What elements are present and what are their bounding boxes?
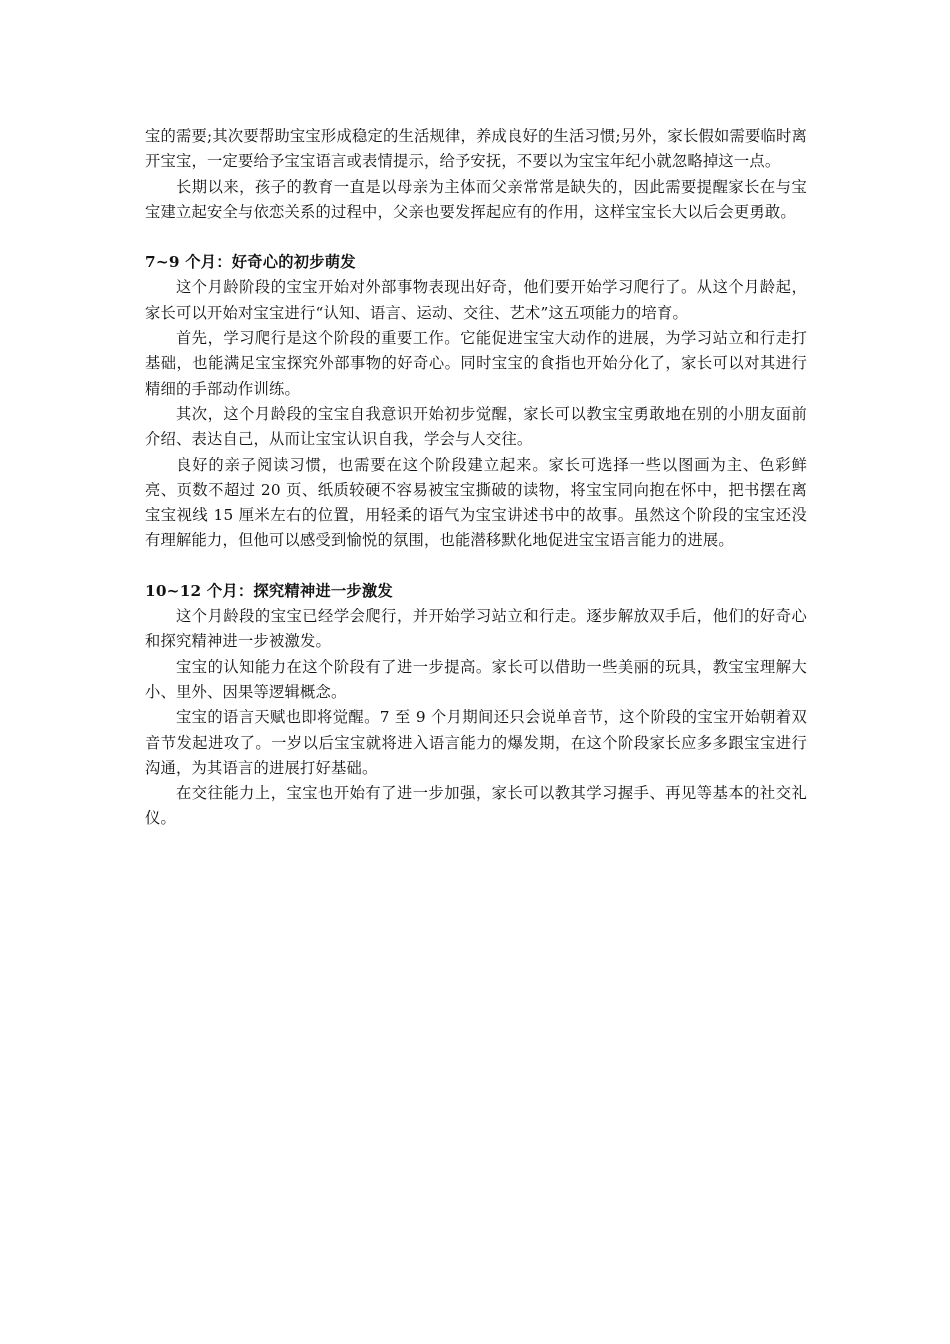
section1-paragraph-2: 首先，学习爬行是这个阶段的重要工作。它能促进宝宝大动作的进展，为学习站立和行走打基础，也能满足宝宝探究外部事物的好奇心。同时宝宝的食指也开始分化了，家长可以对其进行精细的手部动作训练。 xyxy=(145,329,807,398)
intro-paragraph-2: 长期以来，孩子的教育一直是以母亲为主体而父亲常常是缺失的，因此需要提醒家长在与宝宝建立起安全与依恋关系的过程中，父亲也要发挥起应有的作用，这样宝宝长大以后会更勇敢。 xyxy=(145,177,807,221)
document-page xyxy=(145,124,807,832)
section1-paragraph-4: 良好的亲子阅读习惯，也需要在这个阶段建立起来。家长可选择一些以图画为主、色彩鲜亮、页数不超过 20 页、纸质较硬不容易被宝宝撕破的读物，将宝宝同向抱在怀中，把书摆在离宝宝视线 15 厘米左右的位置，用轻柔的语气为宝宝讲述书中的故事。虽然这个阶段的宝宝还没有理解能力，但他可以感受到愉悦的氛围，也能潜移默化地促进宝宝语言能力的进展。 xyxy=(145,455,807,550)
section-spacer xyxy=(145,225,807,250)
section1-paragraph-3: 其次，这个月龄段的宝宝自我意识开始初步觉醒，家长可以教宝宝勇敢地在别的小朋友面前介绍、表达自己，从而让宝宝认识自我，学会与人交往。 xyxy=(145,404,807,449)
section2-paragraph-2: 宝宝的认知能力在这个阶段有了进一步提高。家长可以借助一些美丽的玩具，教宝宝理解大小、里外、因果等逻辑概念。 xyxy=(145,657,807,701)
section2-paragraph-1: 这个月龄段的宝宝已经学会爬行，并开始学习站立和行走。逐步解放双手后，他们的好奇心和探究精神进一步被激发。 xyxy=(145,607,807,651)
section-heading-7-9-months: 7~9 个月：好奇心的初步萌发 xyxy=(145,253,356,272)
section2-paragraph-3: 宝宝的语言天赋也即将觉醒。7 至 9 个月期间还只会说单音节，这个阶段的宝宝开始朝着双音节发起进攻了。一岁以后宝宝就将进入语言能力的爆发期，在这个阶段家长应多多跟宝宝进行沟通，为其语言的进展打好基础。 xyxy=(145,708,807,777)
section-heading-10-12-months: 10~12 个月：探究精神进一步激发 xyxy=(145,581,393,600)
section1-paragraph-1: 这个月龄阶段的宝宝开始对外部事物表现出好奇，他们要开始学习爬行了。从这个月龄起，家长可以开始对宝宝进行“认知、语言、运动、交往、艺术”这五项能力的培育。 xyxy=(145,278,807,322)
intro-paragraph-1: 宝的需要;其次要帮助宝宝形成稳定的生活规律，养成良好的生活习惯;另外，家长假如需要临时离开宝宝，一定要给予宝宝语言或表情提示，给予安抚，不要以为宝宝年纪小就忽略掉这一点。 xyxy=(145,127,807,171)
section2-paragraph-4: 在交往能力上，宝宝也开始有了进一步加强，家长可以教其学习握手、再见等基本的社交礼仪。 xyxy=(145,784,807,828)
section-spacer xyxy=(145,554,807,579)
